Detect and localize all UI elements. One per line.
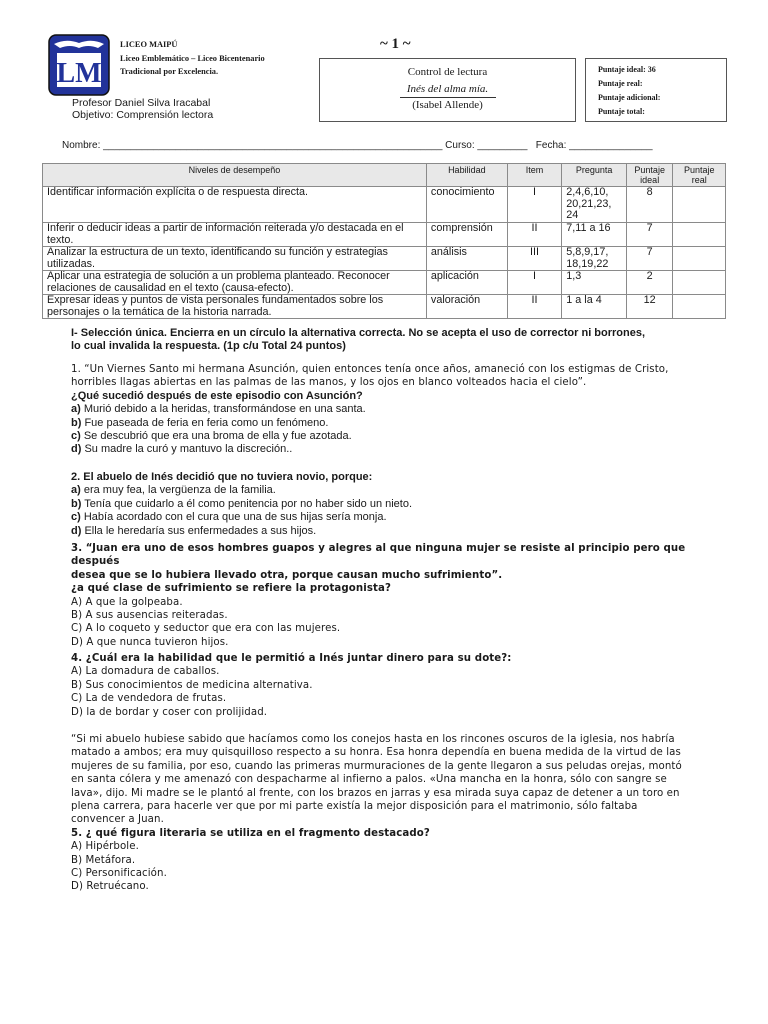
question-quote: 3. “Juan era uno de esos hombres guapos y alegres al que ninguna mujer se resiste al principio pero que después [71, 543, 686, 568]
question-quote: horribles llagas abiertas en las palmas de las manos, y los ojos en blanco volteados hacia el cielo”. [71, 377, 587, 389]
cell-real[interactable] [673, 247, 726, 271]
question-3 [71, 542, 731, 649]
question-quote: 1. “Un Viernes Santo mi hermana Asunción, quien entonces tenía once años, amaneció con los estigmas de Cristo, [71, 364, 669, 375]
cell-item: I [507, 271, 562, 295]
cell-skill: análisis [426, 247, 507, 271]
book-title: Inés del alma mía. [406, 83, 489, 95]
option-a[interactable]: a) era muy fea, la vergüenza de la familia. [71, 484, 276, 497]
option-d[interactable]: D) Retruécano. [71, 881, 149, 893]
option-b[interactable]: B) Metáfora. [71, 854, 136, 866]
cell-level: Identificar información explícita o de respuesta directa. [43, 187, 427, 223]
col-header-question: Pregunta [562, 164, 627, 187]
cell-real[interactable] [673, 187, 726, 223]
cell-level: Aplicar una estrategia de solución a un problema planteado. Reconocer relaciones de causalidad en el texto (causa-efecto). [43, 271, 427, 295]
section-instructions [71, 327, 731, 354]
option-b[interactable]: B) A sus ausencias reiteradas. [71, 610, 228, 622]
score-total: Puntaje total: [598, 107, 645, 116]
table-row [43, 187, 726, 223]
cell-real[interactable] [673, 295, 726, 319]
option-d[interactable]: d) Ella le heredaría sus enfermedades a sus hijos. [71, 524, 317, 537]
instruction-line: I- Selección única. Encierra en un círculo la alternativa correcta. No se acepta el uso de corrector ni borrones, [71, 327, 646, 339]
cell-item: III [507, 247, 562, 271]
cell-skill: aplicación [426, 271, 507, 295]
table-row [43, 295, 726, 319]
school-logo [48, 34, 110, 96]
cell-question: 7,11 a 16 [562, 223, 627, 247]
option-a[interactable]: A) Hipérbole. [71, 841, 139, 853]
option-b[interactable]: b) Tenía que cuidarlo a él como penitencia por no haber sido un nieto. [71, 497, 413, 510]
question-text: 4. ¿Cuál era la habilidad que le permitió a Inés juntar dinero para su dote?: [71, 653, 512, 664]
logo-text: LM [56, 58, 102, 89]
passage-line: “Si mi abuelo hubiese sabido que hacíamos como los conejos hasta en los rincones oscuros de la iglesia, nos habría [71, 734, 675, 745]
question-text: 5. ¿ qué figura literaria se utiliza en el fragmento destacado? [71, 827, 430, 839]
score-box [585, 58, 727, 122]
page-number: ~ 1 ~ [380, 36, 411, 52]
cell-real[interactable] [673, 223, 726, 247]
passage-line: plena carrera, para hacerle ver que por mi parte existía la mejor disposición para el matrimonio, sólo faltaba [71, 801, 638, 813]
option-d[interactable]: D) la de bordar y coser con prolijidad. [71, 706, 268, 718]
option-a[interactable]: A) La domadura de caballos. [71, 666, 220, 678]
cell-ideal: 8 [626, 187, 672, 223]
question-4 [71, 652, 731, 719]
option-c[interactable]: C) A lo coqueto y seductor que era con las mujeres. [71, 623, 341, 635]
option-c[interactable]: c) Se descubrió que era una broma de ella y fue azotada. [71, 430, 352, 443]
control-title: Control de lectura [407, 66, 488, 78]
option-c[interactable]: C) La de vendedora de frutas. [71, 693, 227, 705]
col-header-real-score: Puntaje real [673, 164, 726, 187]
cell-real[interactable] [673, 271, 726, 295]
passage-line: mujeres de su familia, por eso, cuando las primeras murmuraciones de la gente llegaron a sus peludas orejas, montó [71, 760, 682, 772]
cell-level: Inferir o deducir ideas a partir de información reiterada y/o destacada en el texto. [43, 223, 427, 247]
objective: Objetivo: Comprensión lectora [72, 109, 214, 121]
cell-ideal: 2 [626, 271, 672, 295]
student-name-line[interactable]: Nombre: _____________________________________________________________ Curso: _________ Fecha: _______________ [62, 140, 653, 151]
table-row [43, 223, 726, 247]
option-d[interactable]: D) A que nunca tuvieron hijos. [71, 636, 229, 648]
option-c[interactable]: C) Personificación. [71, 868, 167, 880]
passage-line: convencer a Juan. [71, 814, 164, 826]
school-name: LICEO MAIPÚ [120, 40, 178, 49]
option-b[interactable]: B) Sus conocimientos de medicina alternativa. [71, 679, 313, 691]
option-a[interactable]: a) Murió debido a la heridas, transformándose en una santa. [71, 403, 366, 416]
question-5 [71, 733, 731, 894]
cell-ideal: 7 [626, 247, 672, 271]
score-ideal: Puntaje ideal: 36 [598, 65, 656, 74]
rubric-header-row [43, 164, 726, 187]
passage-line: lava», dijo. Mi madre se le plantó al frente, con los brazos en jarras y esa mirada suya capaz de detener a un toro en [71, 787, 680, 799]
school-subtitle: Liceo Emblemático – Liceo Bicentenario [120, 53, 265, 63]
table-row [43, 247, 726, 271]
score-additional: Puntaje adicional: [598, 93, 661, 102]
cell-ideal: 12 [626, 295, 672, 319]
option-d[interactable]: d) Su madre la curó y mantuvo la discreción.. [71, 443, 293, 456]
teacher-name: Profesor Daniel Silva Iracabal [72, 97, 211, 109]
cell-level: Expresar ideas y puntos de vista personales fundamentados sobre los personajes o la temática de la historia narrada. [43, 295, 427, 319]
cell-question: 1 a la 4 [562, 295, 627, 319]
cell-skill: valoración [426, 295, 507, 319]
school-info [120, 38, 265, 79]
cell-question: 1,3 [562, 271, 627, 295]
question-text: 2. El abuelo de Inés decidió que no tuviera novio, porque: [71, 471, 373, 483]
book-author: (Isabel Allende) [412, 99, 483, 111]
option-b[interactable]: b) Fue paseada de feria en feria como un fenómeno. [71, 416, 329, 429]
col-header-levels: Niveles de desempeño [43, 164, 427, 187]
cell-skill: conocimiento [426, 187, 507, 223]
cell-ideal: 7 [626, 223, 672, 247]
col-header-item: Item [507, 164, 562, 187]
cell-skill: comprensión [426, 223, 507, 247]
question-text: ¿Qué sucedió después de este episodio con Asunción? [71, 389, 363, 402]
question-1 [71, 363, 731, 457]
rubric-table [42, 163, 726, 319]
cell-question: 2,4,6,10, 20,21,23, 24 [562, 187, 627, 223]
question-2 [71, 471, 731, 538]
cell-item: I [507, 187, 562, 223]
school-motto: Tradicional por Excelencia. [120, 67, 219, 76]
question-text: ¿a qué clase de sufrimiento se refiere la protagonista? [71, 583, 391, 595]
option-c[interactable]: c) Había acordado con el cura que una de sus hijas sería monja. [71, 511, 387, 524]
score-real: Puntaje real: [598, 79, 643, 88]
question-quote: desea que se lo hubiera llevado otra, porque causan mucho sufrimiento”. [71, 569, 503, 581]
passage-line: matado a ambos; era muy quisquilloso respecto a su honra. Esa honra dependía en buena medida de la virtud de las [71, 747, 681, 759]
col-header-skill: Habilidad [426, 164, 507, 187]
cell-item: II [507, 223, 562, 247]
col-header-ideal-score: Puntaje ideal [626, 164, 672, 187]
passage-line: en santa cólera y me amenazó con despacharme al infierno a palos. «Una mancha en la honra, sólo con sangre se [71, 774, 667, 786]
title-underline [400, 97, 496, 98]
table-row [43, 271, 726, 295]
reading-control-box [319, 58, 576, 122]
cell-item: II [507, 295, 562, 319]
cell-level: Analizar la estructura de un texto, identificando su función y estrategias utilizadas. [43, 247, 427, 271]
instruction-line: lo cual invalida la respuesta. (1p c/u Total 24 puntos) [71, 340, 346, 353]
teacher-info [72, 97, 213, 121]
option-a[interactable]: A) A que la golpeaba. [71, 596, 183, 608]
cell-question: 5,8,9,17, 18,19,22 [562, 247, 627, 271]
